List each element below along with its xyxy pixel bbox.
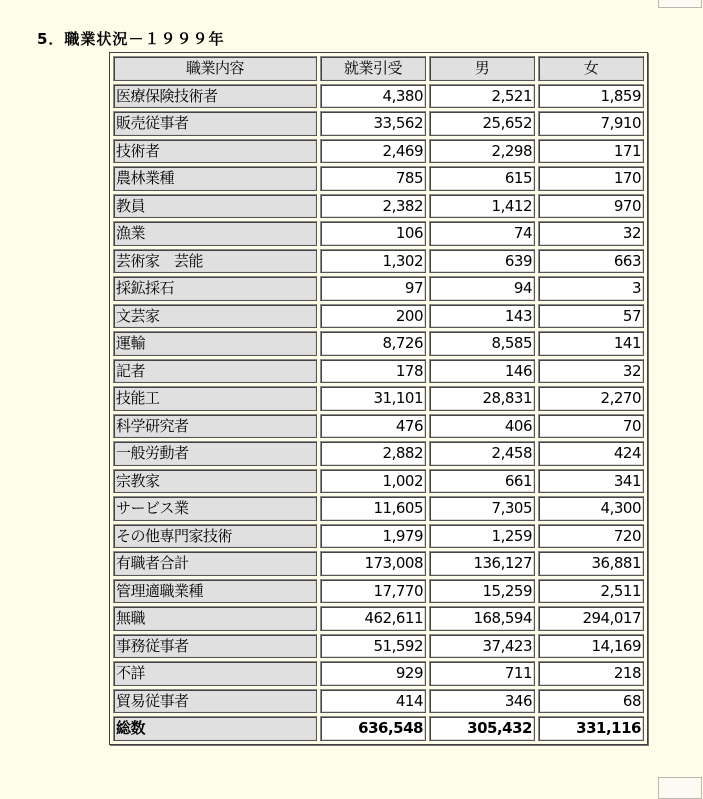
cell-female: 36,881 bbox=[538, 551, 644, 576]
cell-occupation: 漁業 bbox=[113, 221, 317, 246]
table-row bbox=[113, 276, 644, 301]
table-row bbox=[113, 194, 644, 219]
cell-occupation: 科学研究者 bbox=[113, 414, 317, 439]
table-row bbox=[113, 606, 644, 631]
cell-employed: 178 bbox=[320, 359, 426, 384]
header-male: 男 bbox=[429, 56, 535, 81]
table-row bbox=[113, 166, 644, 191]
cell-male: 1,412 bbox=[429, 194, 535, 219]
cell-female: 3 bbox=[538, 276, 644, 301]
header-employed: 就業引受 bbox=[320, 56, 426, 81]
table-row bbox=[113, 524, 644, 549]
cell-occupation: サービス業 bbox=[113, 496, 317, 521]
cell-occupation: 宗教家 bbox=[113, 469, 317, 494]
cell-employed: 2,382 bbox=[320, 194, 426, 219]
cell-employed: 476 bbox=[320, 414, 426, 439]
cell-occupation: 不詳 bbox=[113, 661, 317, 686]
cell-occupation: 技能工 bbox=[113, 386, 317, 411]
table-row bbox=[113, 139, 644, 164]
table-row bbox=[113, 221, 644, 246]
cell-male: 305,432 bbox=[429, 716, 535, 741]
cell-male: 15,259 bbox=[429, 579, 535, 604]
cell-employed: 636,548 bbox=[320, 716, 426, 741]
cell-male: 346 bbox=[429, 689, 535, 714]
table-row bbox=[113, 661, 644, 686]
cell-employed: 8,726 bbox=[320, 331, 426, 356]
cell-female: 2,270 bbox=[538, 386, 644, 411]
cell-male: 639 bbox=[429, 249, 535, 274]
cell-female: 2,511 bbox=[538, 579, 644, 604]
table-header-row bbox=[113, 56, 644, 81]
cell-occupation: 有職者合計 bbox=[113, 551, 317, 576]
cell-occupation: 運輸 bbox=[113, 331, 317, 356]
cell-employed: 462,611 bbox=[320, 606, 426, 631]
table-row bbox=[113, 304, 644, 329]
cell-occupation: 技術者 bbox=[113, 139, 317, 164]
cell-employed: 173,008 bbox=[320, 551, 426, 576]
cell-occupation: 芸術家 芸能 bbox=[113, 249, 317, 274]
cell-employed: 33,562 bbox=[320, 111, 426, 136]
cell-female: 170 bbox=[538, 166, 644, 191]
cell-employed: 1,302 bbox=[320, 249, 426, 274]
cell-female: 4,300 bbox=[538, 496, 644, 521]
cell-male: 1,259 bbox=[429, 524, 535, 549]
cell-male: 25,652 bbox=[429, 111, 535, 136]
table-row bbox=[113, 414, 644, 439]
cell-male: 143 bbox=[429, 304, 535, 329]
cell-male: 2,458 bbox=[429, 441, 535, 466]
cell-employed: 51,592 bbox=[320, 634, 426, 659]
table-row bbox=[113, 689, 644, 714]
cell-male: 661 bbox=[429, 469, 535, 494]
total-row bbox=[113, 716, 644, 741]
table-row bbox=[113, 441, 644, 466]
cell-occupation: 教員 bbox=[113, 194, 317, 219]
cell-occupation: 無職 bbox=[113, 606, 317, 631]
cell-occupation: 文芸家 bbox=[113, 304, 317, 329]
cell-female: 32 bbox=[538, 221, 644, 246]
table-row bbox=[113, 496, 644, 521]
table-row bbox=[113, 331, 644, 356]
cell-male: 2,298 bbox=[429, 139, 535, 164]
table-row bbox=[113, 249, 644, 274]
cell-employed: 2,469 bbox=[320, 139, 426, 164]
cell-male: 711 bbox=[429, 661, 535, 686]
cell-employed: 31,101 bbox=[320, 386, 426, 411]
table-row bbox=[113, 634, 644, 659]
cell-employed: 1,002 bbox=[320, 469, 426, 494]
cell-employed: 200 bbox=[320, 304, 426, 329]
cell-male: 136,127 bbox=[429, 551, 535, 576]
cell-employed: 106 bbox=[320, 221, 426, 246]
cell-female: 141 bbox=[538, 331, 644, 356]
cell-female: 14,169 bbox=[538, 634, 644, 659]
cell-occupation: 貿易従事者 bbox=[113, 689, 317, 714]
cell-male: 406 bbox=[429, 414, 535, 439]
scroll-corner-bottom bbox=[658, 777, 702, 799]
table-row bbox=[113, 359, 644, 384]
cell-female: 68 bbox=[538, 689, 644, 714]
table-row bbox=[113, 84, 644, 109]
header-occupation: 職業内容 bbox=[113, 56, 317, 81]
cell-employed: 929 bbox=[320, 661, 426, 686]
cell-occupation: 採鉱採石 bbox=[113, 276, 317, 301]
cell-occupation: 総数 bbox=[113, 716, 317, 741]
cell-female: 331,116 bbox=[538, 716, 644, 741]
cell-employed: 17,770 bbox=[320, 579, 426, 604]
cell-male: 2,521 bbox=[429, 84, 535, 109]
cell-employed: 785 bbox=[320, 166, 426, 191]
cell-female: 424 bbox=[538, 441, 644, 466]
cell-male: 28,831 bbox=[429, 386, 535, 411]
cell-female: 32 bbox=[538, 359, 644, 384]
cell-female: 7,910 bbox=[538, 111, 644, 136]
cell-employed: 97 bbox=[320, 276, 426, 301]
cell-female: 720 bbox=[538, 524, 644, 549]
cell-male: 37,423 bbox=[429, 634, 535, 659]
cell-male: 7,305 bbox=[429, 496, 535, 521]
cell-male: 74 bbox=[429, 221, 535, 246]
cell-occupation: 販売従事者 bbox=[113, 111, 317, 136]
cell-male: 8,585 bbox=[429, 331, 535, 356]
cell-female: 57 bbox=[538, 304, 644, 329]
occupation-table bbox=[109, 52, 648, 745]
cell-male: 94 bbox=[429, 276, 535, 301]
cell-occupation: 事務従事者 bbox=[113, 634, 317, 659]
cell-female: 294,017 bbox=[538, 606, 644, 631]
table-row bbox=[113, 469, 644, 494]
cell-occupation: その他専門家技術 bbox=[113, 524, 317, 549]
cell-male: 615 bbox=[429, 166, 535, 191]
cell-employed: 11,605 bbox=[320, 496, 426, 521]
cell-occupation: 医療保険技術者 bbox=[113, 84, 317, 109]
cell-female: 663 bbox=[538, 249, 644, 274]
table-row bbox=[113, 579, 644, 604]
cell-employed: 4,380 bbox=[320, 84, 426, 109]
cell-male: 168,594 bbox=[429, 606, 535, 631]
cell-occupation: 一般労動者 bbox=[113, 441, 317, 466]
table-body bbox=[113, 84, 644, 741]
cell-female: 1,859 bbox=[538, 84, 644, 109]
header-female: 女 bbox=[538, 56, 644, 81]
cell-female: 70 bbox=[538, 414, 644, 439]
scroll-corner-top bbox=[658, 0, 702, 8]
table-row bbox=[113, 551, 644, 576]
table-row bbox=[113, 386, 644, 411]
cell-female: 970 bbox=[538, 194, 644, 219]
cell-female: 341 bbox=[538, 469, 644, 494]
cell-employed: 2,882 bbox=[320, 441, 426, 466]
cell-employed: 1,979 bbox=[320, 524, 426, 549]
page-title: 5．職業状況－１９９９年 bbox=[37, 30, 225, 48]
cell-male: 146 bbox=[429, 359, 535, 384]
cell-occupation: 記者 bbox=[113, 359, 317, 384]
cell-occupation: 農林業種 bbox=[113, 166, 317, 191]
cell-employed: 414 bbox=[320, 689, 426, 714]
cell-occupation: 管理適職業種 bbox=[113, 579, 317, 604]
cell-female: 171 bbox=[538, 139, 644, 164]
cell-female: 218 bbox=[538, 661, 644, 686]
table-row bbox=[113, 111, 644, 136]
